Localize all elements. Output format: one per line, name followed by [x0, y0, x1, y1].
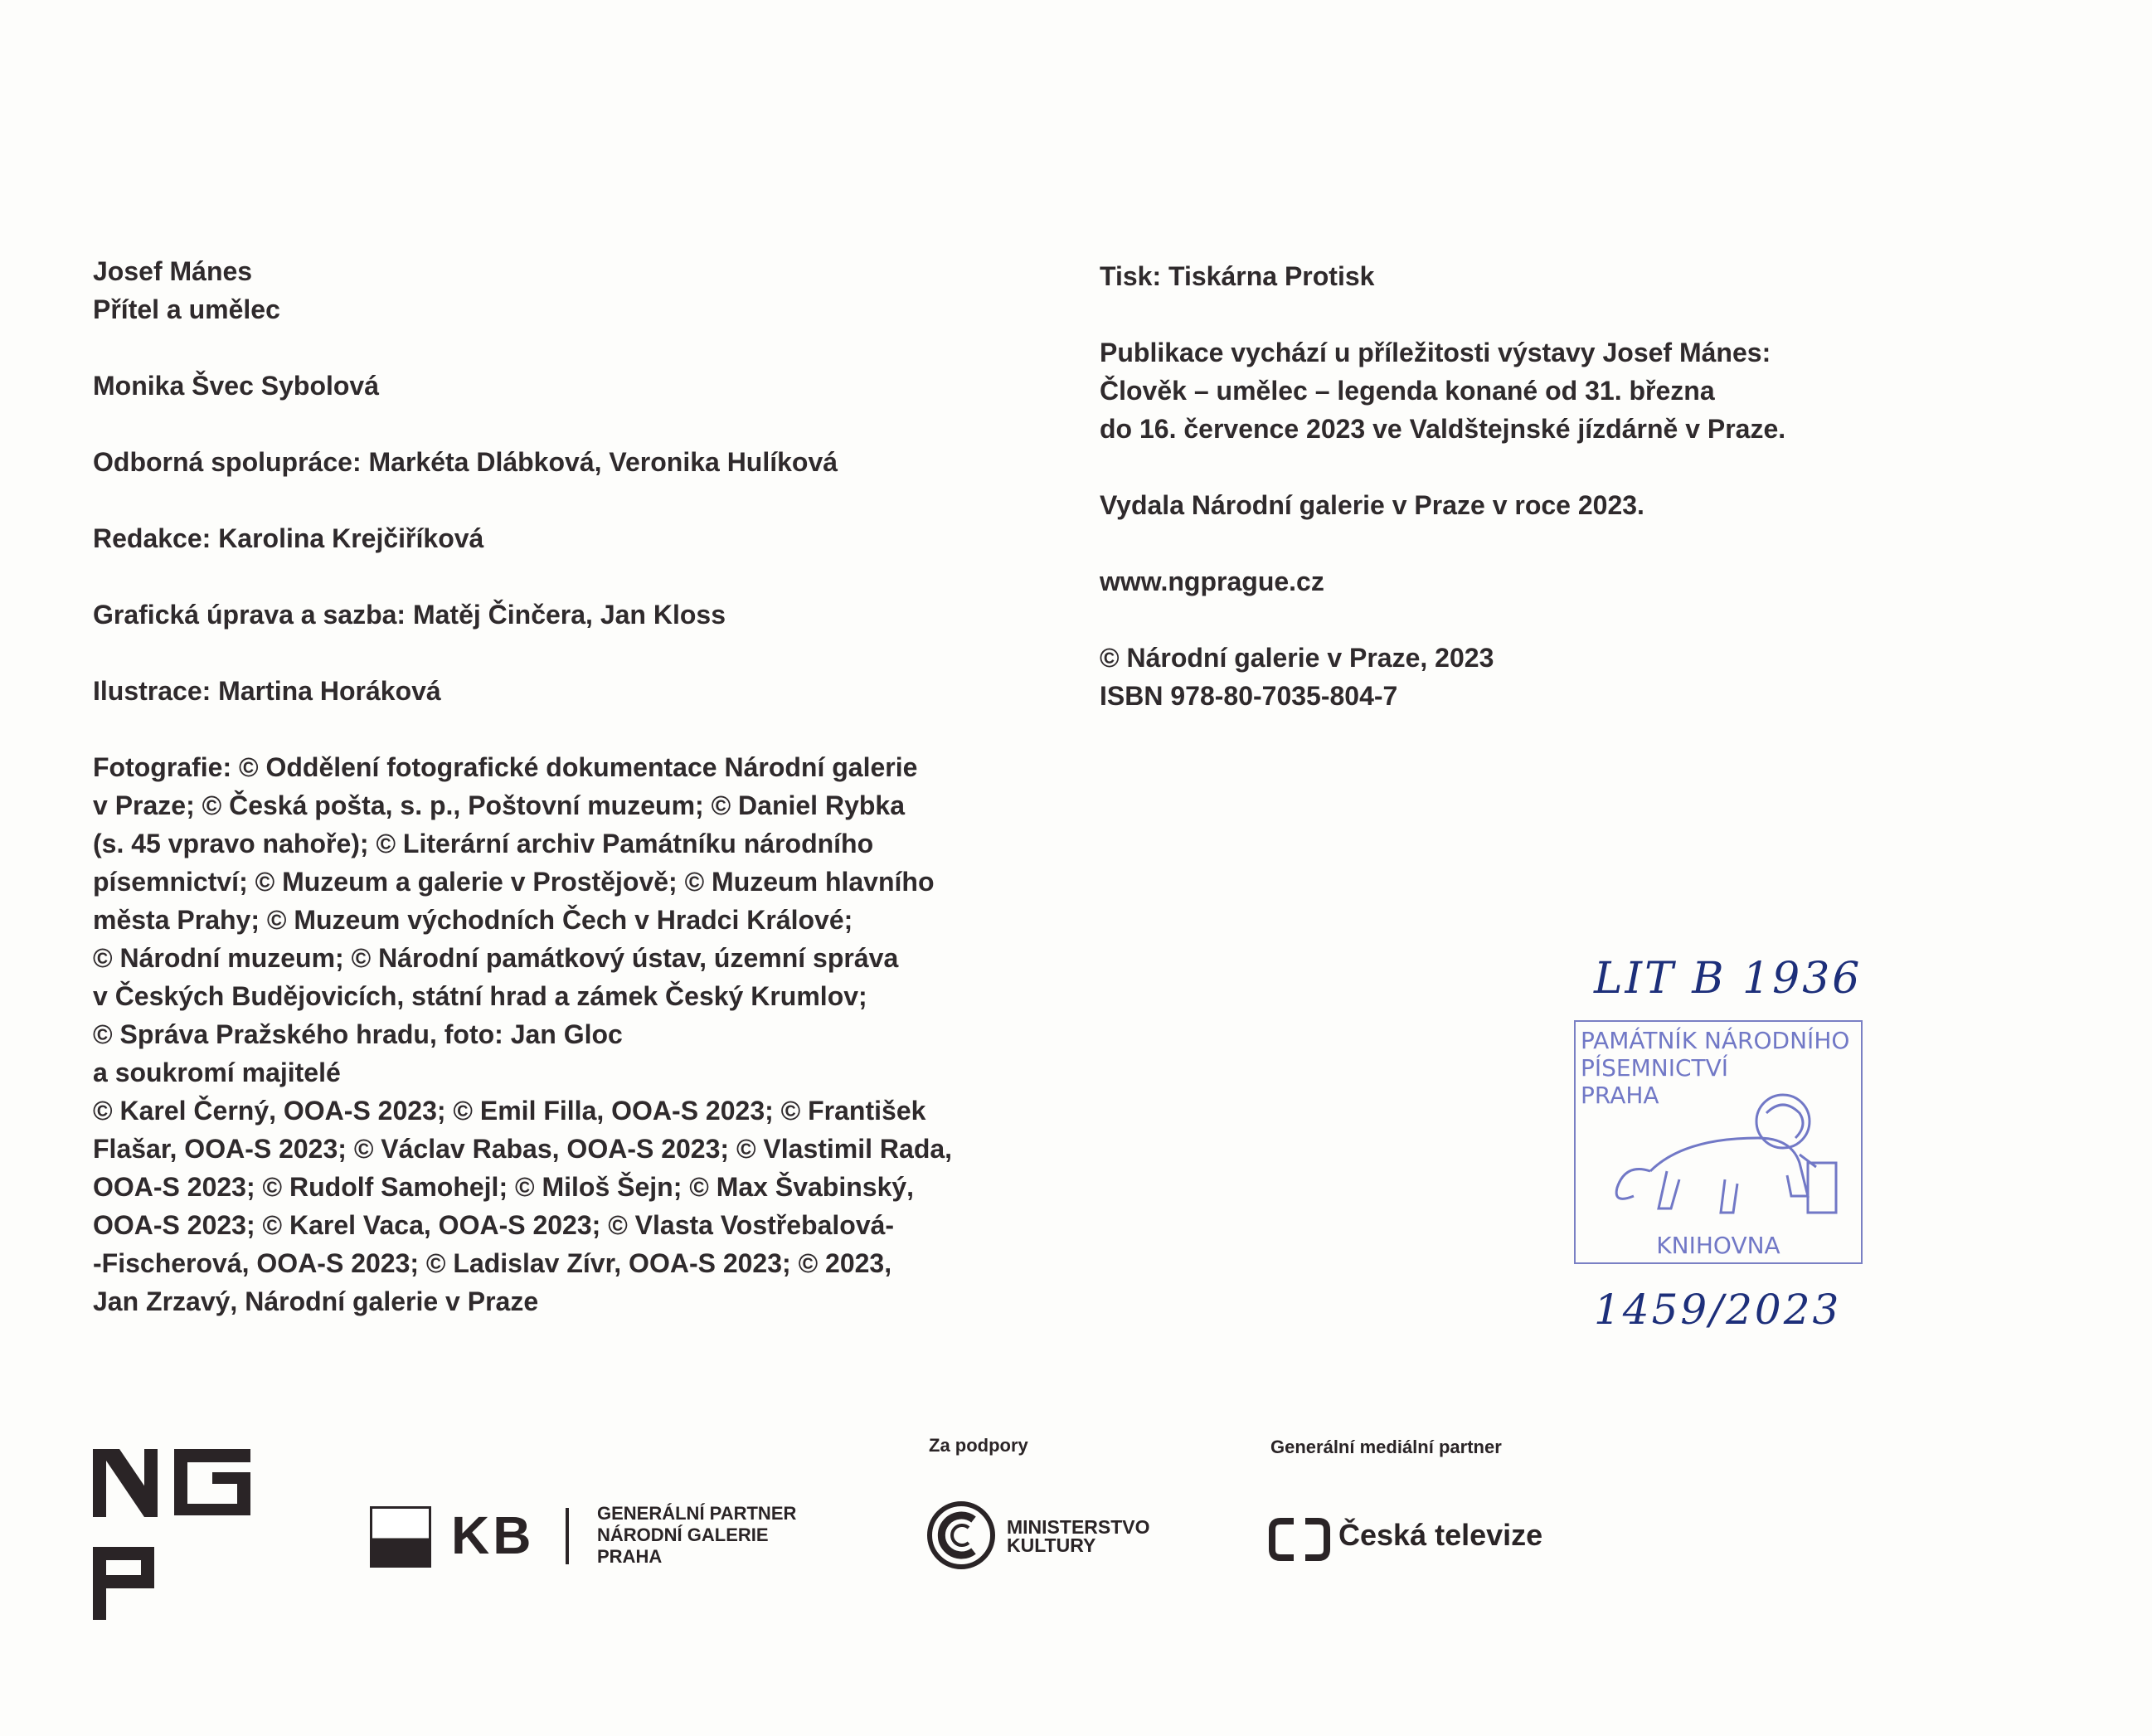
ct-wordmark: Česká televize [1338, 1518, 1543, 1552]
copyright-line: © Národní galerie v Praze, 2023 [1100, 643, 1494, 673]
kb-square-icon [370, 1506, 431, 1568]
photo-credit-line: OOA-S 2023; © Rudolf Samohejl; © Miloš Šejn; © Max Švabinský, [93, 1172, 915, 1202]
photo-credit-line: města Prahy; © Muzeum východních Čech v Hradci Králové; [93, 905, 853, 935]
stamp-line: PRAHA [1581, 1082, 1659, 1109]
stamp-library-label: KNIHOVNA [1656, 1232, 1780, 1259]
kb-divider [566, 1508, 569, 1564]
website-link[interactable]: www.ngprague.cz [1100, 567, 1324, 596]
photo-credit-line: a soukromí majitelé [93, 1058, 341, 1087]
publication-line: Publikace vychází u příležitosti výstavy Josef Mánes: [1100, 338, 1771, 367]
photo-credit-line: Jan Zrzavý, Národní galerie v Praze [93, 1286, 539, 1316]
ngp-logo [91, 1447, 257, 1622]
media-partner-label: Generální mediální partner [1270, 1437, 1502, 1457]
photo-credit-line: © Národní muzeum; © Národní památkový ústav, územní správa [93, 943, 899, 973]
illustration-credit: Ilustrace: Martina Horáková [93, 676, 441, 706]
publication-line: do 16. července 2023 ve Valdštejnské jízdárně v Praze. [1100, 414, 1786, 444]
print-credit: Tisk: Tiskárna Protisk [1100, 261, 1375, 291]
photo-credit-line: v Praze; © Česká pošta, s. p., Poštovní muzeum; © Daniel Rybka [93, 790, 905, 820]
isbn-line: ISBN 978-80-7035-804-7 [1100, 681, 1398, 711]
book-subtitle: Přítel a umělec [93, 294, 280, 324]
support-label: Za podpory [929, 1435, 1028, 1456]
kb-caption-line: NÁRODNÍ GALERIE [597, 1524, 769, 1545]
kb-caption-line: GENERÁLNÍ PARTNER [597, 1503, 797, 1524]
kb-partner-logo [370, 1501, 834, 1584]
kb-caption [597, 1503, 796, 1568]
kb-caption-line: PRAHA [597, 1546, 663, 1567]
lion-icon [1601, 1080, 1849, 1238]
stamp-line: PAMÁTNÍK NÁRODNÍHO [1581, 1027, 1850, 1054]
ministry-name-line: KULTURY [1007, 1534, 1096, 1556]
photo-credit-line: Fotografie: © Oddělení fotografické dokumentace Národní galerie [93, 752, 918, 782]
editing-credit: Redakce: Karolina Krejčiříková [93, 523, 484, 553]
photo-credit-line: OOA-S 2023; © Karel Vaca, OOA-S 2023; © Vlasta Vostřebalová- [93, 1210, 895, 1240]
kb-wordmark: KB [451, 1505, 535, 1565]
collaboration-credit: Odborná spolupráce: Markéta Dlábková, Veronika Hulíková [93, 447, 838, 477]
stamp-line: PÍSEMNICTVÍ [1581, 1054, 1729, 1082]
publication-line: Člověk – umělec – legenda konané od 31. března [1100, 376, 1715, 406]
photo-credit-line: Flašar, OOA-S 2023; © Václav Rabas, OOA-S 2023; © Vlastimil Rada, [93, 1134, 953, 1164]
photo-credit-line: písemnictví; © Muzeum a galerie v Prostějově; © Muzeum hlavního [93, 867, 935, 897]
ministry-c-icon [925, 1500, 997, 1571]
ct-brackets-icon [1269, 1518, 1330, 1561]
left-column [93, 252, 1022, 1320]
photo-credit-line: -Fischerová, OOA-S 2023; © Ladislav Zívr, OOA-S 2023; © 2023, [93, 1248, 892, 1278]
author-credit: Monika Švec Sybolová [93, 371, 380, 401]
photo-credit-line: © Správa Pražského hradu, foto: Jan Gloc [93, 1019, 623, 1049]
handwritten-accession-number: 1459/2023 [1594, 1286, 1842, 1334]
handwritten-shelfmark: LIT B 1936 [1594, 954, 1863, 1004]
published-by: Vydala Národní galerie v Praze v roce 2023. [1100, 490, 1644, 520]
library-stamp-area [1567, 954, 1882, 1360]
ministry-name-line: MINISTERSTVO [1007, 1516, 1150, 1538]
book-title: Josef Mánes [93, 256, 253, 286]
photo-credit-line: © Karel Černý, OOA-S 2023; © Emil Filla, OOA-S 2023; © František [93, 1096, 926, 1126]
right-column [1100, 257, 1929, 715]
library-stamp [1574, 1020, 1863, 1264]
ministry-logo [925, 1500, 1207, 1583]
ministry-name [1007, 1518, 1150, 1554]
ceska-televize-logo [1269, 1515, 1617, 1564]
photo-credit-line: (s. 45 vpravo nahoře); © Literární archiv Památníku národního [93, 829, 874, 858]
design-credit: Grafická úprava a sazba: Matěj Činčera, Jan Kloss [93, 600, 726, 630]
photo-credit-line: v Českých Budějovicích, státní hrad a zámek Český Krumlov; [93, 981, 867, 1011]
